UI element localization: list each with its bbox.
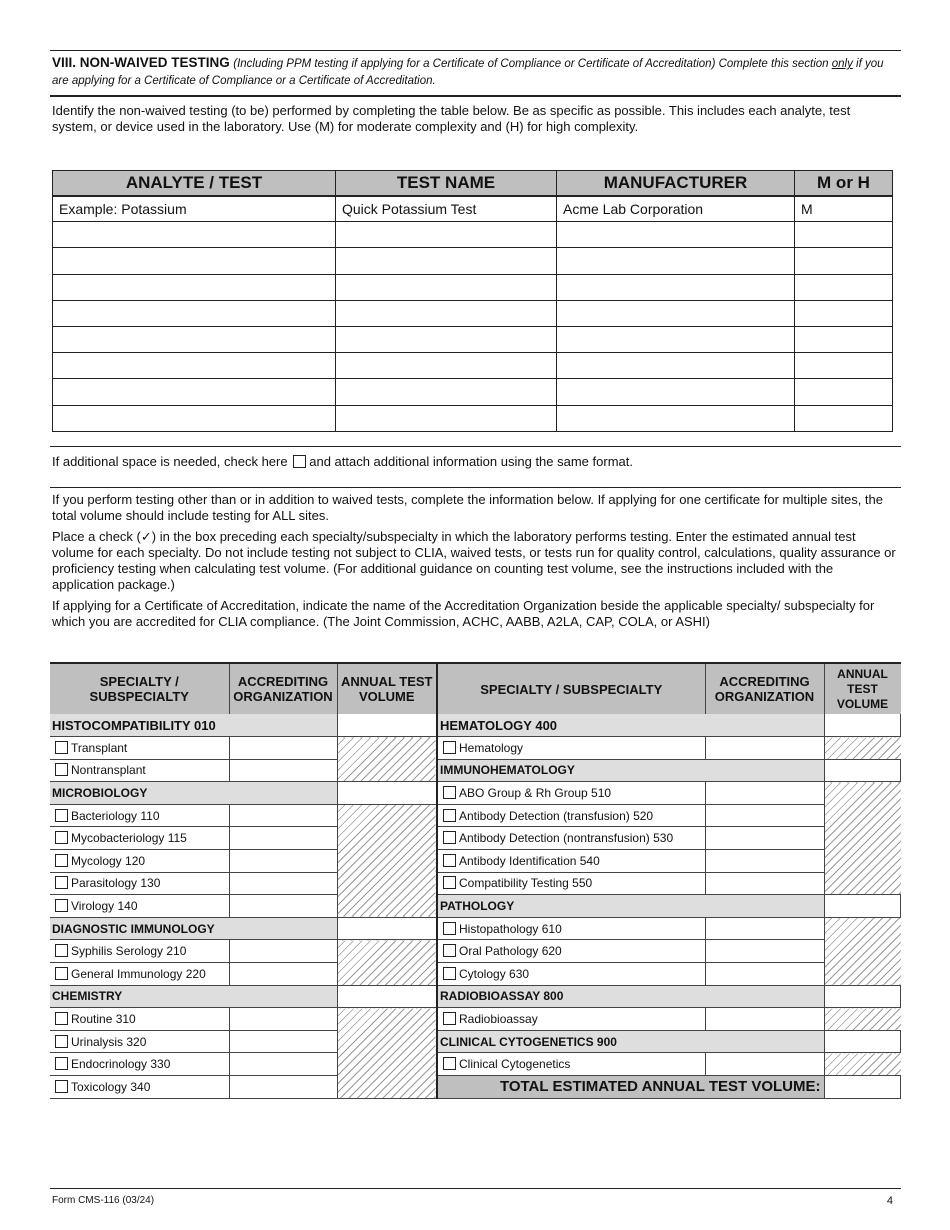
analyte-input[interactable]: [53, 405, 336, 431]
specialty-item: [50, 804, 229, 827]
annual-volume-input[interactable]: [337, 782, 437, 805]
accrediting-org-input[interactable]: [705, 1008, 824, 1031]
specialty-checkbox[interactable]: [55, 854, 68, 867]
test-row: [53, 222, 893, 248]
specialty-label: Syphilis Serology 210: [71, 944, 187, 959]
accrediting-org-input[interactable]: [229, 940, 337, 963]
specialty-group-header: HEMATOLOGY 400: [437, 714, 824, 737]
annual-volume-input[interactable]: [337, 985, 437, 1008]
specialty-label: Parasitology 130: [71, 876, 161, 891]
section-subtitle: (Including PPM testing if applying for a Certificate of Compliance or Certificate of Accreditation) Complete this section only if you are applying for a Certificate of Compliance or a Certificate of Accreditation.: [52, 58, 884, 87]
accrediting-org-input[interactable]: [705, 850, 824, 873]
test-row: [53, 300, 893, 326]
specialty-checkbox[interactable]: [55, 1057, 68, 1070]
specialty-item: [50, 1030, 229, 1053]
analyte-input[interactable]: [53, 353, 336, 379]
specialty-item: [50, 963, 229, 986]
specialty-label: Mycobacteriology 115: [71, 831, 187, 846]
specialty-item: [437, 917, 705, 940]
rule: [50, 446, 901, 447]
hatched-no-entry: [337, 940, 437, 985]
accrediting-org-input[interactable]: [705, 872, 824, 895]
specialty-checkbox[interactable]: [55, 831, 68, 844]
specialty-item: [50, 940, 229, 963]
accrediting-org-input[interactable]: [229, 1030, 337, 1053]
test-name-input[interactable]: [336, 222, 557, 248]
specialty-group-header: CLINICAL CYTOGENETICS 900: [437, 1030, 824, 1053]
specialty-group-header: MICROBIOLOGY: [50, 782, 337, 805]
specialty-checkbox[interactable]: [55, 809, 68, 822]
specialty-item: [50, 759, 229, 782]
specialty-item: [437, 850, 705, 873]
specialty-checkbox[interactable]: [443, 876, 456, 889]
specialty-item: [437, 827, 705, 850]
accrediting-org-input[interactable]: [229, 895, 337, 918]
annual-volume-input[interactable]: [824, 759, 901, 782]
specialty-row: [50, 917, 901, 940]
specialty-checkbox[interactable]: [55, 899, 68, 912]
specialty-checkbox[interactable]: [443, 922, 456, 935]
specialty-label: Mycology 120: [71, 853, 146, 868]
complexity-input[interactable]: [795, 300, 893, 326]
analyte-input[interactable]: [53, 274, 336, 300]
specialty-table: [50, 662, 901, 1099]
additional-space-line: If additional space is needed, check here and attach additional information using the same format.: [52, 454, 633, 469]
test-name-input[interactable]: [336, 274, 557, 300]
accrediting-org-input[interactable]: [229, 737, 337, 760]
annual-volume-input[interactable]: [337, 917, 437, 940]
test-name-input[interactable]: [336, 248, 557, 274]
specialty-checkbox[interactable]: [55, 876, 68, 889]
specialty-row: [50, 963, 901, 986]
manufacturer-input[interactable]: [557, 353, 795, 379]
specialty-group-header: PATHOLOGY: [437, 895, 824, 918]
accrediting-org-input[interactable]: [705, 1053, 824, 1076]
specialty-row: [50, 895, 901, 918]
total-volume-input[interactable]: [824, 1076, 901, 1099]
specialty-checkbox[interactable]: [443, 1012, 456, 1025]
example-test-name: Quick Potassium Test: [336, 196, 557, 222]
section-rule: [50, 95, 901, 97]
hatched-no-entry: [824, 782, 901, 895]
test-row: [53, 326, 893, 352]
test-name-input[interactable]: [336, 326, 557, 352]
specialty-group-header: DIAGNOSTIC IMMUNOLOGY: [50, 917, 337, 940]
additional-space-checkbox[interactable]: [293, 455, 306, 468]
test-name-input[interactable]: [336, 405, 557, 431]
specialty-item: [50, 872, 229, 895]
specialty-checkbox[interactable]: [55, 944, 68, 957]
test-row: [53, 379, 893, 405]
specialty-checkbox[interactable]: [443, 831, 456, 844]
section-heading: VIII. NON-WAIVED TESTING: [52, 55, 230, 70]
complexity-input[interactable]: [795, 379, 893, 405]
accrediting-org-input[interactable]: [229, 872, 337, 895]
instruction-3: If applying for a Certificate of Accreditation, indicate the name of the Accreditation Organization beside the applicable specialty/ subspecialty for which you are accredited for CLIA compliance. (The Joint Commission, ACHC, AABB, A2LA, CAP, COLA, or ASHI): [52, 598, 875, 629]
top-rule: [50, 50, 901, 51]
specialty-checkbox[interactable]: [443, 786, 456, 799]
specialty-item: [437, 1008, 705, 1031]
specialty-item: [437, 1053, 705, 1076]
specialty-label: Oral Pathology 620: [459, 944, 562, 959]
left-col-specialty: SPECIALTY / SUBSPECIALTY: [50, 663, 229, 714]
specialty-item: [437, 737, 705, 760]
specialty-checkbox[interactable]: [55, 1080, 68, 1093]
specialty-item: [50, 1008, 229, 1031]
hatched-no-entry: [824, 1008, 901, 1031]
specialty-item: [50, 737, 229, 760]
specialty-label: Histopathology 610: [459, 921, 562, 936]
specialty-checkbox[interactable]: [55, 763, 68, 776]
annual-volume-input[interactable]: [824, 1030, 901, 1053]
instruction-2: Place a check (✓) in the box preceding each specialty/subspecialty in which the laboratory performs testing. Enter the estimated annual test volume for each specialty. Do not include testing not subject to CLIA, waived tests, or tests run for quality control, calculations, quality assurance or proficiency testing when calculating test volume. (For additional guidance on counting test volume, see the instructions included with the application package.): [52, 529, 896, 592]
specialty-item: [50, 1076, 229, 1099]
analyte-input[interactable]: [53, 326, 336, 352]
accrediting-org-input[interactable]: [229, 1076, 337, 1099]
specialty-row: [50, 714, 901, 737]
specialty-row: [50, 737, 901, 760]
manufacturer-input[interactable]: [557, 405, 795, 431]
specialty-row: [50, 759, 901, 782]
specialty-label: Virology 140: [71, 899, 138, 914]
test-name-input[interactable]: [336, 353, 557, 379]
specialty-group-header: CHEMISTRY: [50, 985, 337, 1008]
example-manufacturer: Acme Lab Corporation: [557, 196, 795, 222]
specialty-item: [50, 1053, 229, 1076]
specialty-row: [50, 1053, 901, 1076]
left-col-volume: ANNUAL TEST VOLUME: [337, 663, 437, 714]
specialty-checkbox[interactable]: [443, 854, 456, 867]
annual-volume-input[interactable]: [824, 714, 901, 737]
specialty-group-header: HISTOCOMPATIBILITY 010: [50, 714, 337, 737]
section-title: [52, 55, 897, 89]
specialty-group-header: IMMUNOHEMATOLOGY: [437, 759, 824, 782]
complexity-input[interactable]: [795, 274, 893, 300]
specialty-label: Routine 310: [71, 1012, 136, 1027]
annual-volume-input[interactable]: [824, 895, 901, 918]
accrediting-org-input[interactable]: [229, 827, 337, 850]
footer-rule: [50, 1188, 901, 1189]
specialty-checkbox[interactable]: [443, 944, 456, 957]
complexity-input[interactable]: [795, 405, 893, 431]
complexity-input[interactable]: [795, 353, 893, 379]
specialty-label: ABO Group & Rh Group 510: [459, 786, 612, 801]
specialty-label: Compatibility Testing 550: [459, 876, 593, 891]
right-col-accrediting: ACCREDITING ORGANIZATION: [705, 663, 824, 714]
accrediting-org-input[interactable]: [705, 782, 824, 805]
hatched-no-entry: [824, 737, 901, 760]
specialty-row: [50, 804, 901, 827]
total-volume-label: TOTAL ESTIMATED ANNUAL TEST VOLUME:: [437, 1076, 824, 1099]
hatched-no-entry: [337, 1008, 437, 1098]
analyte-input[interactable]: [53, 222, 336, 248]
specialty-checkbox[interactable]: [443, 809, 456, 822]
specialty-checkbox[interactable]: [443, 1057, 456, 1070]
accrediting-org-input[interactable]: [229, 1008, 337, 1031]
specialty-row: [50, 985, 901, 1008]
specialty-item: [50, 850, 229, 873]
col-test-name: TEST NAME: [336, 171, 557, 196]
rule: [50, 487, 901, 488]
page-number: 4: [886, 1195, 893, 1207]
accrediting-org-input[interactable]: [705, 963, 824, 986]
form-number: Form CMS-116 (03/24): [52, 1195, 155, 1206]
instruction-1: If you perform testing other than or in addition to waived tests, complete the information below. If applying for one certificate for multiple sites, the total volume should include testing for ALL sites.: [52, 492, 883, 523]
hatched-no-entry: [337, 737, 437, 782]
specialty-checkbox[interactable]: [55, 741, 68, 754]
intro-text: Identify the non-waived testing (to be) performed by completing the table below. Be as specific as possible. This includes each analyte, test system, or device used in the laboratory. Use (M) for moderate complexity and (H) for high complexity.: [52, 103, 851, 134]
specialty-checkbox[interactable]: [55, 967, 68, 980]
manufacturer-input[interactable]: [557, 326, 795, 352]
accrediting-org-input[interactable]: [705, 737, 824, 760]
test-name-input[interactable]: [336, 379, 557, 405]
accrediting-org-input[interactable]: [229, 759, 337, 782]
analyte-input[interactable]: [53, 379, 336, 405]
specialty-label: Antibody Identification 540: [459, 853, 600, 868]
specialty-label: Antibody Detection (nontransfusion) 530: [459, 831, 674, 846]
accrediting-org-input[interactable]: [705, 827, 824, 850]
analyte-input[interactable]: [53, 248, 336, 274]
specialty-item: [437, 963, 705, 986]
specialty-label: Clinical Cytogenetics: [459, 1057, 571, 1072]
specialty-group-header: RADIOBIOASSAY 800: [437, 985, 824, 1008]
specialty-item: [50, 827, 229, 850]
specialty-label: Toxicology 340: [71, 1079, 151, 1094]
complexity-input[interactable]: [795, 326, 893, 352]
test-row: [53, 405, 893, 431]
accrediting-org-input[interactable]: [705, 940, 824, 963]
manufacturer-input[interactable]: [557, 248, 795, 274]
hatched-no-entry: [824, 917, 901, 985]
accrediting-org-input[interactable]: [229, 1053, 337, 1076]
specialty-item: [437, 782, 705, 805]
annual-volume-input[interactable]: [824, 985, 901, 1008]
specialty-row: [50, 872, 901, 895]
test-name-input[interactable]: [336, 300, 557, 326]
col-analyte: ANALYTE / TEST: [53, 171, 336, 196]
right-col-specialty: SPECIALTY / SUBSPECIALTY: [437, 663, 705, 714]
right-col-volume: ANNUAL TEST VOLUME: [824, 663, 901, 714]
specialty-label: Radiobioassay: [459, 1012, 538, 1027]
specialty-item: [437, 940, 705, 963]
complexity-input[interactable]: [795, 248, 893, 274]
accrediting-org-input[interactable]: [229, 963, 337, 986]
specialty-checkbox[interactable]: [443, 741, 456, 754]
specialty-checkbox[interactable]: [55, 1035, 68, 1048]
specialty-label: Endocrinology 330: [71, 1057, 171, 1072]
accrediting-org-input[interactable]: [705, 804, 824, 827]
specialty-item: [437, 804, 705, 827]
specialty-label: Hematology: [459, 740, 524, 755]
test-row: [53, 248, 893, 274]
specialty-row: [50, 1008, 901, 1031]
non-waived-test-table: [52, 170, 893, 432]
test-row: [53, 274, 893, 300]
accrediting-org-input[interactable]: [705, 917, 824, 940]
test-row: [53, 353, 893, 379]
specialty-row: [50, 782, 901, 805]
col-m-or-h: M or H: [795, 171, 893, 196]
example-row: [53, 196, 893, 222]
manufacturer-input[interactable]: [557, 222, 795, 248]
example-analyte: Example: Potassium: [53, 196, 336, 222]
specialty-label: Cytology 630: [459, 966, 530, 981]
specialty-label: General Immunology 220: [71, 966, 206, 981]
specialty-row: [50, 827, 901, 850]
example-complexity: M: [795, 196, 893, 222]
specialty-checkbox[interactable]: [443, 967, 456, 980]
left-col-accrediting: ACCREDITING ORGANIZATION: [229, 663, 337, 714]
manufacturer-input[interactable]: [557, 379, 795, 405]
hatched-no-entry: [824, 1053, 901, 1076]
specialty-label: Antibody Detection (transfusion) 520: [459, 808, 654, 823]
specialty-item: [437, 872, 705, 895]
specialty-label: Nontransplant: [71, 763, 146, 778]
specialty-checkbox[interactable]: [55, 1012, 68, 1025]
col-manufacturer: MANUFACTURER: [557, 171, 795, 196]
analyte-input[interactable]: [53, 300, 336, 326]
hatched-no-entry: [337, 804, 437, 917]
specialty-row: [50, 850, 901, 873]
accrediting-org-input[interactable]: [229, 850, 337, 873]
specialty-row: [50, 1076, 901, 1099]
specialty-row: [50, 1030, 901, 1053]
specialty-label: Bacteriology 110: [71, 808, 160, 823]
specialty-label: Urinalysis 320: [71, 1034, 147, 1049]
annual-volume-input[interactable]: [337, 714, 437, 737]
specialty-item: [50, 895, 229, 918]
complexity-input[interactable]: [795, 222, 893, 248]
specialty-row: [50, 940, 901, 963]
specialty-label: Transplant: [71, 740, 128, 755]
manufacturer-input[interactable]: [557, 300, 795, 326]
accrediting-org-input[interactable]: [229, 804, 337, 827]
manufacturer-input[interactable]: [557, 274, 795, 300]
